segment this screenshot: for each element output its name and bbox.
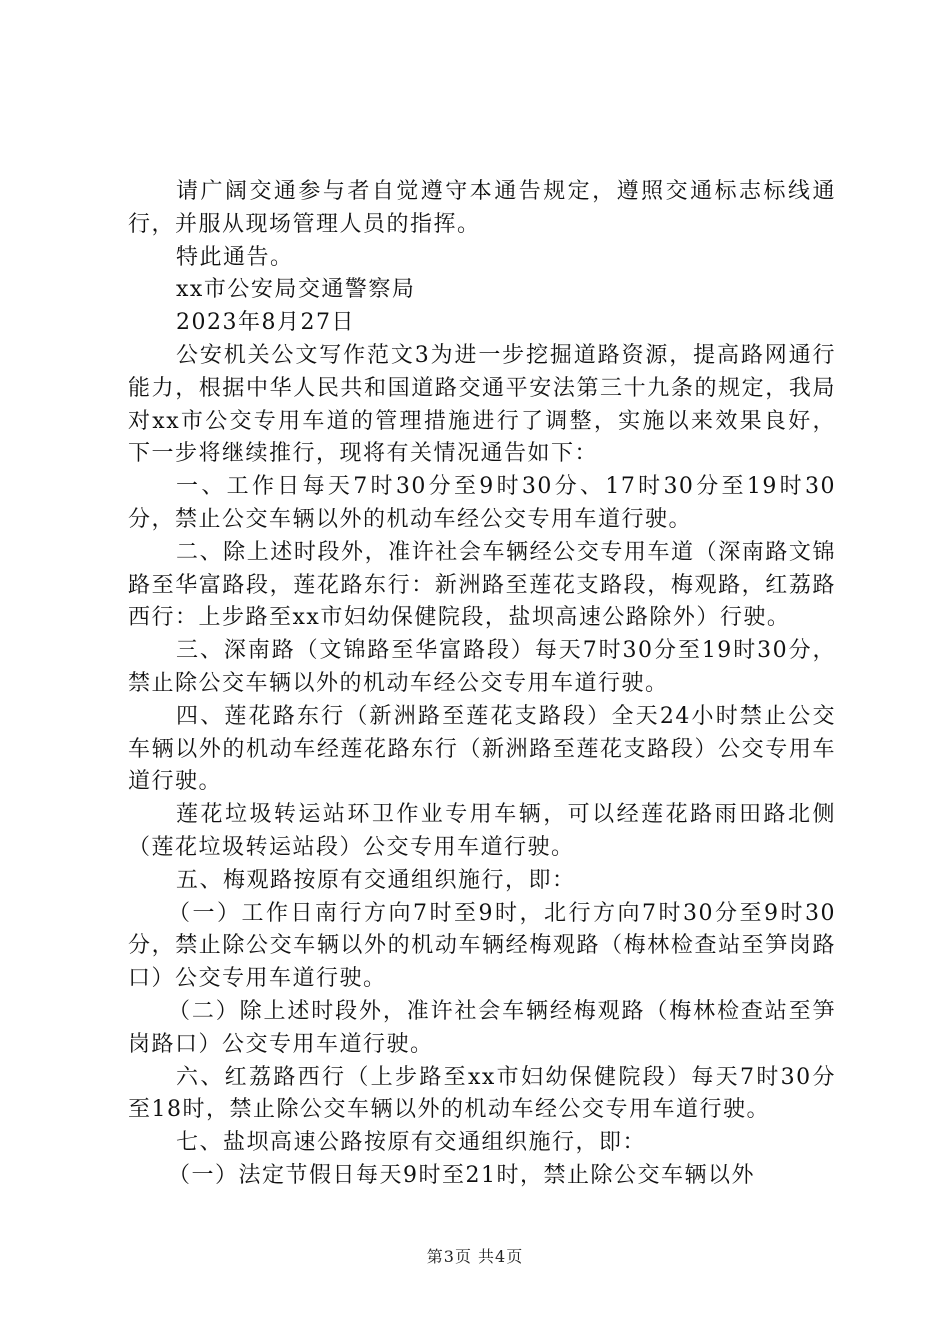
paragraph-item-4: 四、莲花路东行（新洲路至莲花支路段）全天24小时禁止公交车辆以外的机动车经莲花路东行（新洲路至莲花支路段）公交专用车道行驶。 bbox=[128, 703, 836, 795]
paragraph-date: 2023年8月27日 bbox=[176, 310, 355, 336]
paragraph-notice-closing: 特此通告。 bbox=[176, 244, 294, 270]
document-body bbox=[128, 176, 836, 1193]
paragraph-item-5: 五、梅观路按原有交通组织施行，即： bbox=[176, 867, 576, 893]
paragraph-item-7-sub-1: （一）法定节假日每天9时至21时，禁止除公交车辆以外 bbox=[168, 1162, 755, 1188]
paragraph-item-7: 七、盐坝高速公路按原有交通组织施行，即： bbox=[176, 1130, 647, 1156]
paragraph-item-1: 一、工作日每天7时30分至9时30分、17时30分至19时30分，禁止公交车辆以外的机动车经公交专用车道行驶。 bbox=[128, 474, 836, 532]
paragraph-item-5-sub-2: （二）除上述时段外，准许社会车辆经梅观路（梅林检查站至笋岗路口）公交专用车道行驶。 bbox=[128, 998, 836, 1057]
paragraph-compliance-request: 请广阔交通参与者自觉遵守本通告规定，遵照交通标志标线通行，并服从现场管理人员的指挥。 bbox=[128, 179, 836, 237]
paragraph-item-3: 三、深南路（文锦路至华富路段）每天7时30分至19时30分，禁止除公交车辆以外的机动车经公交专用车道行驶。 bbox=[128, 638, 836, 696]
paragraph-item-2: 二、除上述时段外，准许社会车辆经公交专用车道（深南路文锦路至华富路段，莲花路东行：新洲路至莲花支路段，梅观路，红荔路西行：上步路至xx市妇幼保健院段，盐坝高速公路除外）行驶。 bbox=[128, 539, 836, 631]
paragraph-item-4-note: 莲花垃圾转运站环卫作业专用车辆，可以经莲花路雨田路北侧（莲花垃圾转运站段）公交专用车道行驶。 bbox=[128, 802, 836, 860]
page-number-footer: 第3页 共4页 bbox=[426, 1247, 524, 1266]
paragraph-item-6: 六、红荔路西行（上步路至xx市妇幼保健院段）每天7时30分至18时，禁止除公交车辆以外的机动车经公交专用车道行驶。 bbox=[128, 1064, 836, 1123]
paragraph-item-5-sub-1: （一）工作日南行方向7时至9时，北行方向7时30分至9时30分，禁止除公交车辆以外的机动车辆经梅观路（梅林检查站至笋岗路口）公交专用车道行驶。 bbox=[128, 900, 836, 992]
paragraph-issuer: xx市公安局交通警察局 bbox=[176, 277, 416, 303]
paragraph-sample-intro: 公安机关公文写作范文3为进一步挖掘道路资源，提高路网通行能力，根据中华人民共和国道路交通平安法第三十九条的规定，我局对xx市公交专用车道的管理措施进行了调整，实施以来效果良好，下一步将继续推行，现将有关情况通告如下： bbox=[128, 342, 836, 467]
